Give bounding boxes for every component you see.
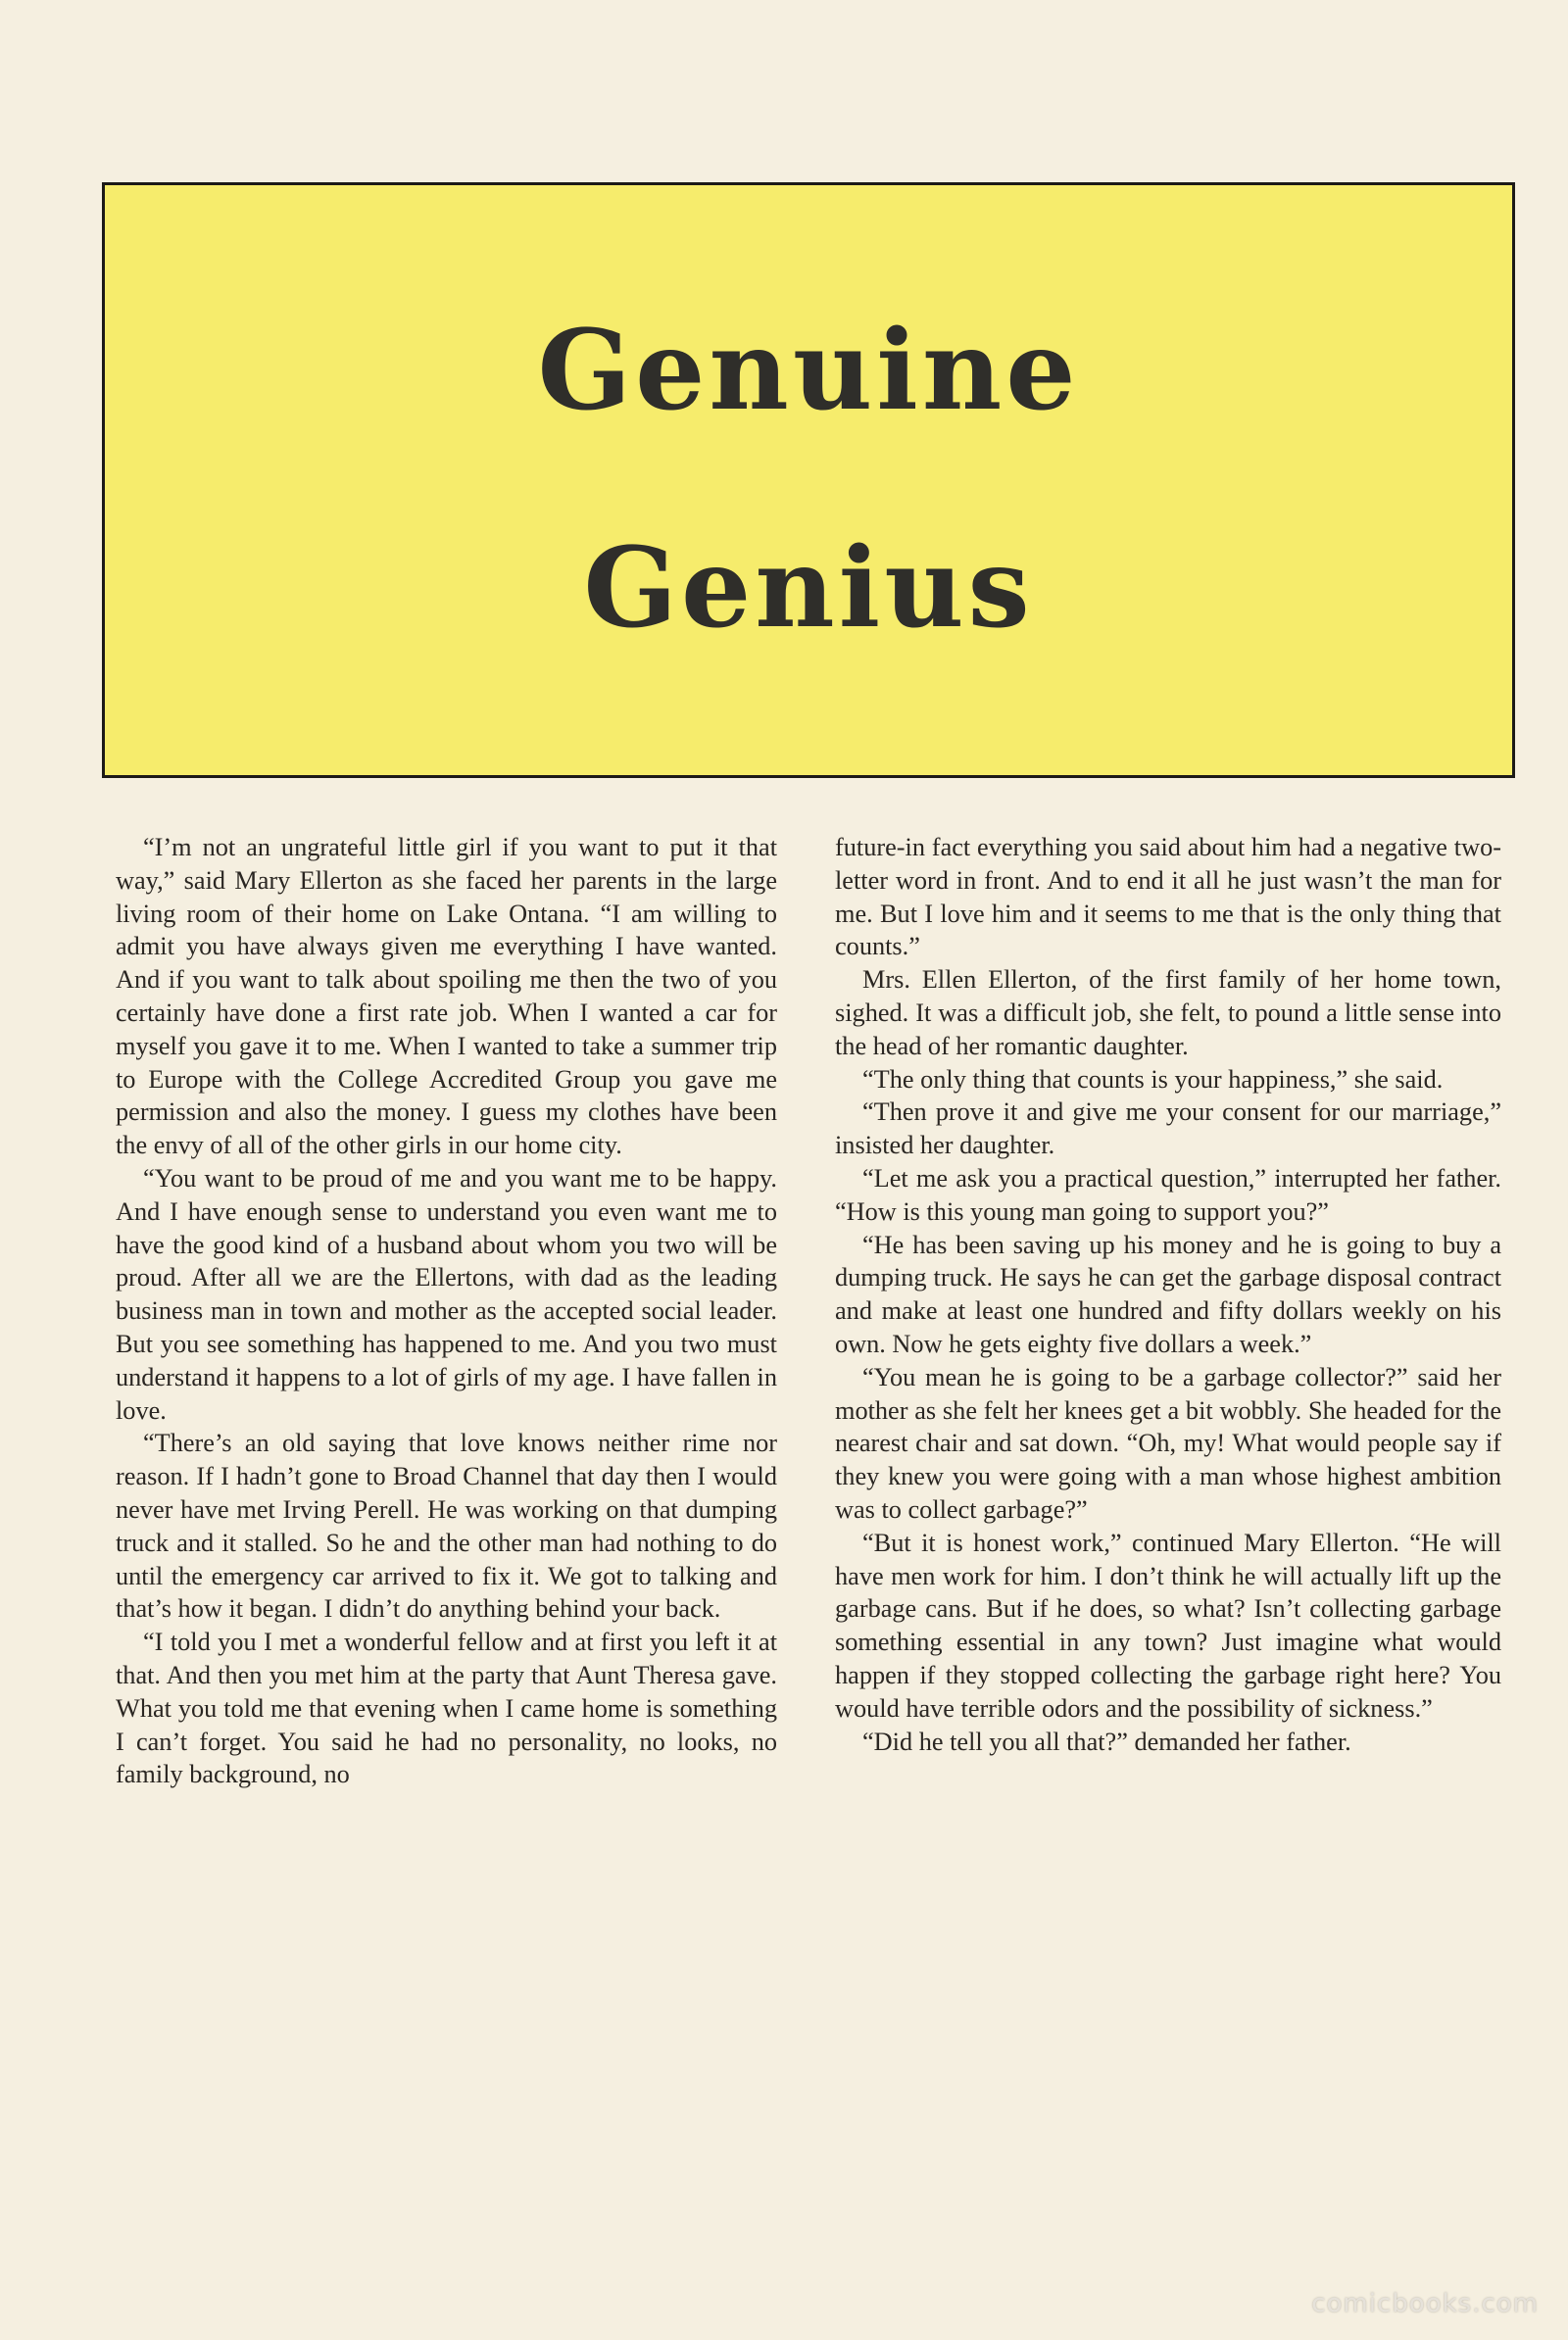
title-box: [102, 182, 1515, 778]
paragraph: “Did he tell you all that?” demanded her father.: [862, 1727, 1351, 1756]
paragraph: “The only thing that counts is your happiness,” she said.: [862, 1064, 1444, 1094]
paragraph: “Then prove it and give me your consent for our marriage,” insisted her daughter.: [835, 1097, 1501, 1160]
paragraph: “You want to be proud of me and you want me to be happy. And I have enough sense to understand you even want me to have the good kind of a husband about whom you two will be proud. After all we are the Ellertons, with dad as the leading business man in town and mother as the accepted social leader. But you see something has happened to me. And you two must understand it happens to a lot of girls of my age. I have fallen in love.: [116, 1163, 777, 1425]
site-watermark: comicbooks.com: [1311, 2289, 1539, 2318]
paragraph: “Let me ask you a practical question,” interrupted her father. “How is this young man going to support you?”: [835, 1163, 1501, 1226]
paragraph: “There’s an old saying that love knows neither rime nor reason. If I hadn’t gone to Broad Channel that day then I would never have met Irving Perell. He was working on that dumping truck and it stalled. So he and the other man had nothing to do until the emergency car arrived to fix it. We got to talking and that’s how it began. I didn’t do anything behind your back.: [116, 1429, 777, 1624]
paragraph: “I told you I met a wonderful fellow and at first you left it at that. And then you met him at the party that Aunt Theresa gave. What you told me that evening when I came home is something I can’t forget. You said he had no personality, no looks, no family background, no: [116, 1628, 777, 1789]
title-line-2: Genius: [583, 524, 1034, 653]
left-column: [116, 831, 777, 1791]
right-column: [835, 831, 1501, 1758]
paragraph: “I’m not an ungrateful little girl if you want to put it that way,” said Mary Ellerton as she faced her parents in the large living room of their home on Lake Ontana. “I am willing to admit you have always given me everything I have wanted. And if you want to talk about spoiling me then the two of you certainly have done a first rate job. When I wanted a car for myself you gave it to me. When I wanted to take a summer trip to Europe with the College Accredited Group you gave me permission and also the money. I guess my clothes have been the envy of all of the other girls in our home city.: [116, 833, 777, 1160]
paragraph: “He has been saving up his money and he is going to buy a dumping truck. He says he can get the garbage disposal contract and make at least one hundred and fifty dollars weekly on his own. Now he gets eighty five dollars a week.”: [835, 1230, 1501, 1358]
paragraph: Mrs. Ellen Ellerton, of the first family of her home town, sighed. It was a difficult job, she felt, to pound a little sense into the head of her romantic daughter.: [835, 965, 1501, 1060]
paragraph: “But it is honest work,” continued Mary Ellerton. “He will have men work for him. I don’t think he will actually lift up the garbage cans. But if he does, so what? Isn’t collecting garbage something essential in any town? Just imagine what would happen if they stopped collecting the garbage right here? You would have terrible odors and the possibility of sickness.”: [835, 1528, 1501, 1723]
title-line-1: Genuine: [537, 307, 1080, 435]
paragraph: “You mean he is going to be a garbage collector?” said her mother as she felt her knees get a bit wobbly. She headed for the nearest chair and sat down. “Oh, my! What would people say if they knew you were going with a man whose highest ambition was to collect garbage?”: [835, 1362, 1501, 1524]
paragraph-continued: future-in fact everything you said about him had a negative two-letter word in front. And to end it all he just wasn’t the man for me. But I love him and it seems to me that is the only thing that counts.”: [835, 833, 1501, 961]
